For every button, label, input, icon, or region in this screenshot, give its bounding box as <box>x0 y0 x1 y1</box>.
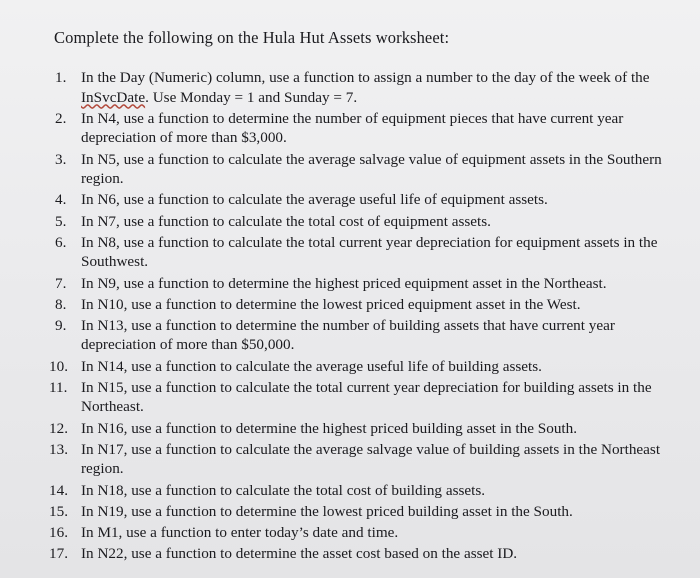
item-number: 16. <box>49 523 68 541</box>
item-text: In M1, use a function to enter today’s date and time. <box>81 523 399 541</box>
item-text: In N6, use a function to calculate the average useful life of equipment assets. <box>81 191 548 209</box>
list-item-6 <box>0 233 700 272</box>
item-number: 13. <box>49 440 68 458</box>
item-text: In N9, use a function to determine the highest priced equipment asset in the Northeast. <box>81 274 607 292</box>
list-item-17 <box>0 544 700 564</box>
list-item-13 <box>0 440 700 479</box>
item-number: 5. <box>55 212 67 230</box>
list-item-1 <box>0 68 700 107</box>
list-item-9 <box>0 316 700 355</box>
item-number: 3. <box>55 150 67 168</box>
item-number: 17. <box>49 545 68 563</box>
item-number: 2. <box>55 109 67 127</box>
item-number: 7. <box>55 274 67 292</box>
item-text: In N16, use a function to determine the highest priced building asset in the South. <box>81 419 578 437</box>
item-text: In N7, use a function to calculate the total cost of equipment assets. <box>81 212 491 230</box>
spellcheck-highlighted-word: InSvcDate <box>81 88 146 106</box>
list-item-16 <box>0 523 700 543</box>
item-number: 10. <box>49 357 68 375</box>
item-text: In N22, use a function to determine the asset cost based on the asset ID. <box>81 545 518 563</box>
item-text: In N8, use a function to calculate the total current year depreciation for equipment assets in the Southwest. <box>81 233 658 271</box>
list-item-11 <box>0 378 700 417</box>
list-item-8 <box>0 295 700 315</box>
list-item-3 <box>0 150 700 189</box>
item-text-end: . Use Monday = 1 and Sunday = 7. <box>145 88 358 106</box>
item-number: 6. <box>55 233 67 251</box>
list-item-15 <box>0 502 700 522</box>
list-item-7 <box>0 274 700 294</box>
list-item-5 <box>0 212 700 232</box>
item-number: 14. <box>49 481 68 499</box>
item-text: In N18, use a function to calculate the total cost of building assets. <box>81 481 486 499</box>
instruction-list <box>0 68 700 565</box>
list-item-10 <box>0 357 700 377</box>
item-number: 8. <box>55 295 67 313</box>
item-text-start: In the Day (Numeric) column, use a function to assign a number to the day of the week of the <box>81 69 650 86</box>
list-item-14 <box>0 481 700 501</box>
item-number: 9. <box>55 316 67 334</box>
item-number: 1. <box>55 69 67 86</box>
item-text: In N17, use a function to calculate the average salvage value of building assets in the Northeast region. <box>81 440 661 478</box>
item-text: In N13, use a function to determine the number of building assets that have current year depreciation of more than $50,000. <box>81 316 615 354</box>
page-heading: Complete the following on the Hula Hut Assets worksheet: <box>54 28 450 47</box>
item-text: In N10, use a function to determine the lowest priced equipment asset in the West. <box>81 295 581 313</box>
list-item-2 <box>0 109 700 148</box>
list-item-4 <box>0 190 700 210</box>
item-number: 15. <box>49 502 68 520</box>
item-number: 4. <box>55 191 67 209</box>
item-text: In N15, use a function to calculate the total current year depreciation for building assets in the Northeast. <box>81 378 652 416</box>
item-text: In N14, use a function to calculate the average useful life of building assets. <box>81 357 542 375</box>
item-text: In N19, use a function to determine the lowest priced building asset in the South. <box>81 502 573 520</box>
item-number: 11. <box>49 378 68 396</box>
item-text <box>81 68 692 107</box>
list-item-12 <box>0 419 700 439</box>
item-text: In N4, use a function to determine the number of equipment pieces that have current year depreciation of more than $3,000. <box>81 109 624 147</box>
item-text: In N5, use a function to calculate the average salvage value of equipment assets in the Southern region. <box>81 150 662 188</box>
item-number: 12. <box>49 419 68 437</box>
